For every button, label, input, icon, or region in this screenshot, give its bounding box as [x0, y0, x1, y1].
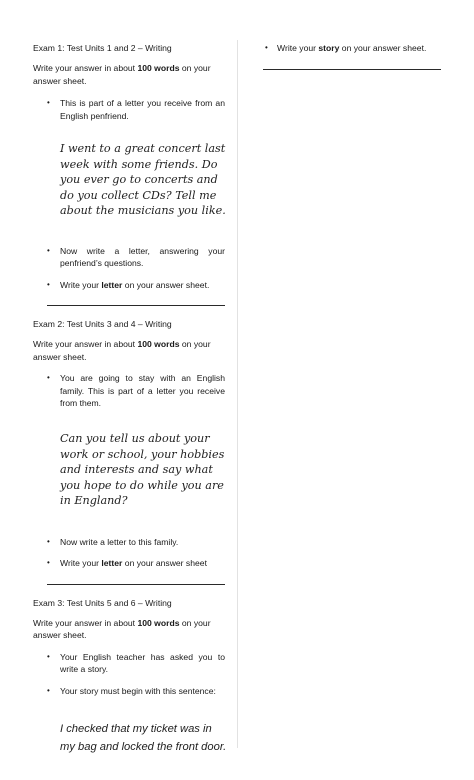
bullet-icon: • [47, 651, 50, 661]
exam-2-bullet-1: • You are going to stay with an English family. This is part of a letter you receive from them. [47, 373, 225, 409]
exam-1-section [33, 42, 225, 306]
right-column [263, 42, 441, 70]
bullet-icon: • [47, 558, 50, 568]
exam-2-bullet-2: • Now write a letter to this family. [47, 536, 179, 547]
exam-1-bullet-1: • This is part of a letter you receive from an English penfriend. [47, 98, 225, 121]
bullet-icon: • [265, 43, 268, 52]
exam-1-bullet-2: • Now write a letter, answering your penfriend’s questions. [47, 245, 225, 269]
exam-3-instructions: Write your answer in about 100 words on your answer sheet. [33, 617, 211, 641]
exam-2-section [33, 318, 225, 584]
exam-1-separator [47, 305, 225, 306]
exam-1-heading: Exam 1: Test Units 1 and 2 – Writing [33, 43, 172, 53]
bullet-icon: • [47, 279, 50, 289]
exam-3-bullet-1: • Your English teacher has asked you to write a story. [47, 651, 225, 675]
exam-1-instructions: Write your answer in about 100 words on your answer sheet. [33, 63, 211, 86]
exam-3-separator [263, 69, 441, 70]
exam-3-heading: Exam 3: Test Units 5 and 6 – Writing [33, 597, 172, 608]
bullet-icon: • [47, 245, 50, 255]
exam-2-heading: Exam 2: Test Units 3 and 4 – Writing [33, 319, 172, 330]
exam-3-bullet-2: • Your story must begin with this sentence: [47, 685, 216, 696]
left-column [33, 42, 225, 756]
exam-1-quote: I went to a great concert last week with some friends. Do you ever go to concerts and do you collect CDs? Tell me about the musicians you like. [60, 142, 226, 218]
bullet-icon: • [47, 98, 50, 107]
exam-2-instructions: Write your answer in about 100 words on your answer sheet. [33, 339, 211, 362]
exam-3-section [33, 597, 225, 757]
exam-3-bullet-3: • Write your story on your answer sheet. [265, 43, 427, 53]
bullet-icon: • [47, 685, 50, 695]
exam-3-quote: I checked that my ticket was in my bag and locked the front door. [60, 723, 227, 754]
exam-2-separator [47, 584, 225, 585]
column-divider [237, 40, 238, 748]
bullet-icon: • [47, 373, 50, 383]
exam-2-quote: Can you tell us about your work or school, your hobbies and interests and say what you hope to do while you are in England? [60, 431, 225, 508]
exam-1-bullet-3: • Write your letter on your answer sheet. [47, 279, 210, 290]
exam-2-bullet-3: • Write your letter on your answer sheet [47, 558, 207, 569]
bullet-icon: • [47, 536, 50, 546]
